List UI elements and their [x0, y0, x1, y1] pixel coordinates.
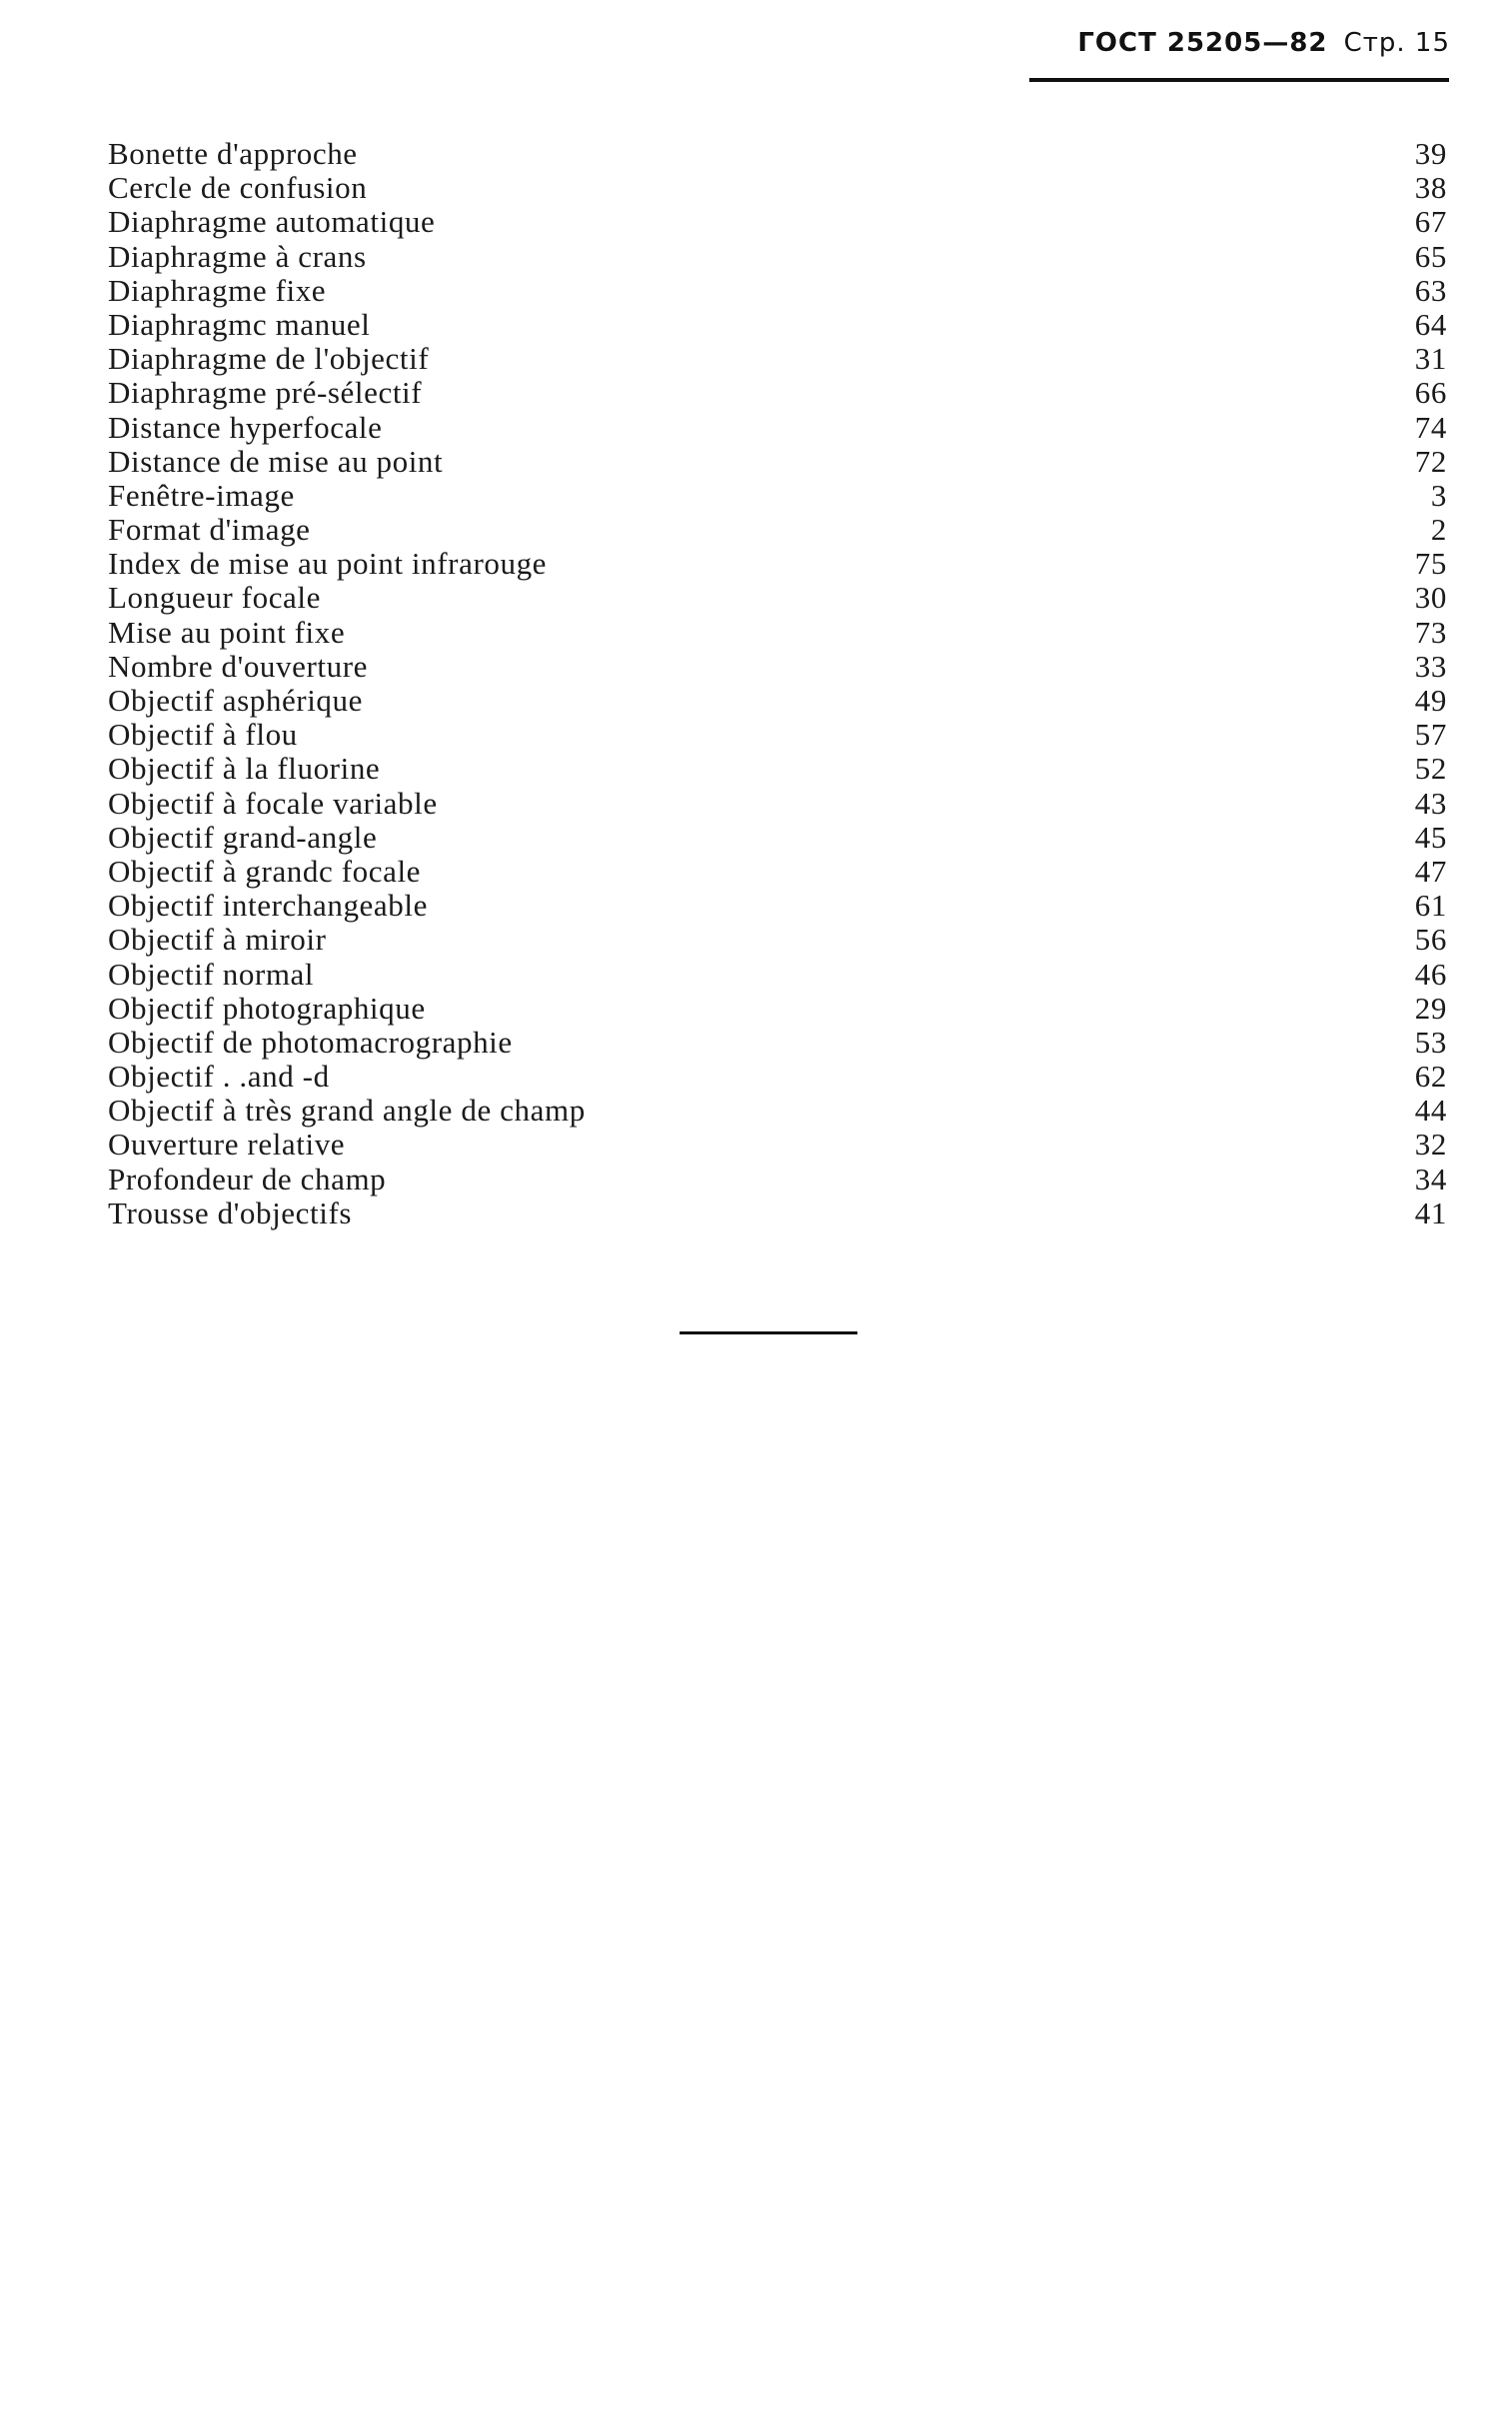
index-term: Objectif à la fluorine: [108, 751, 381, 787]
index-entry: [108, 958, 1447, 992]
index-number: 2: [1430, 512, 1447, 548]
index-entry: [108, 718, 1447, 752]
index-term: Objectif . .and -d: [108, 1059, 330, 1095]
index-number: 33: [1414, 648, 1447, 684]
index-term: Diaphragme à crans: [108, 238, 367, 274]
index-entry: [108, 1197, 1447, 1230]
index-entry: [108, 992, 1447, 1026]
index-number: 63: [1414, 272, 1447, 308]
index-number: 74: [1414, 409, 1447, 445]
index-number: 46: [1414, 956, 1447, 992]
index-number: 30: [1414, 580, 1447, 616]
index-number: 66: [1414, 375, 1447, 411]
index-term: Objectif grand-angle: [108, 819, 378, 855]
index-term: Format d'image: [108, 512, 311, 548]
page-number: Стр. 15: [1343, 28, 1450, 58]
index-entry: [108, 855, 1447, 889]
index-entry: [108, 240, 1447, 274]
index-entry: [108, 445, 1447, 479]
index-number: 34: [1414, 1161, 1447, 1197]
index-number: 57: [1414, 717, 1447, 753]
index-term: Nombre d'ouverture: [108, 648, 368, 684]
index-number: 47: [1414, 853, 1447, 889]
index-number: 75: [1414, 546, 1447, 582]
index-term: Diaphragmс manuel: [108, 306, 371, 342]
index-number: 62: [1414, 1059, 1447, 1095]
index-entry: [108, 1163, 1447, 1197]
index-entry: [108, 1094, 1447, 1128]
index-entry: [108, 787, 1447, 821]
index-entry: [108, 616, 1447, 650]
index-entry: [108, 581, 1447, 615]
header-divider: [1029, 78, 1449, 82]
index-term: Diaphragme de l'objectif: [108, 341, 430, 377]
index-term: Objectif de photomacrographie: [108, 1024, 513, 1060]
index-term: Mise au point fixe: [108, 614, 346, 650]
page-header: [1077, 28, 1450, 58]
index-number: 64: [1414, 306, 1447, 342]
index-term: Objectif à très grand angle de champ: [108, 1093, 586, 1129]
index-number: 3: [1430, 477, 1447, 513]
index-term: Objectif à grandс focale: [108, 853, 422, 889]
index-term: Profondeur de champ: [108, 1161, 387, 1197]
index-entry: [108, 547, 1447, 581]
index-number: 45: [1414, 819, 1447, 855]
index-entry: [108, 479, 1447, 513]
index-number: 29: [1414, 990, 1447, 1026]
index-number: 32: [1414, 1127, 1447, 1163]
index-entry: [108, 650, 1447, 684]
index-entry: [108, 171, 1447, 205]
index-number: 41: [1414, 1195, 1447, 1230]
index-number: 56: [1414, 922, 1447, 958]
index-term: Distance hyperfocale: [108, 409, 383, 445]
index-number: 31: [1414, 341, 1447, 377]
index-entry: [108, 411, 1447, 445]
index-term: Fenêtre-image: [108, 477, 295, 513]
index-term: Ouverture relative: [108, 1127, 346, 1163]
end-divider: [680, 1331, 857, 1334]
index-term: Distance de mise au point: [108, 443, 444, 479]
index-term: Objectif interchangeable: [108, 888, 428, 924]
index-number: 52: [1414, 751, 1447, 787]
index-term: Objectif normal: [108, 956, 315, 992]
index-term: Longueur focale: [108, 580, 321, 616]
index-entry: [108, 821, 1447, 855]
index-entry: [108, 1026, 1447, 1060]
index-number: 44: [1414, 1093, 1447, 1129]
index-number: 73: [1414, 614, 1447, 650]
index-entry: [108, 889, 1447, 923]
index-number: 43: [1414, 785, 1447, 821]
index-entry: [108, 376, 1447, 410]
index-entry: [108, 923, 1447, 957]
index-term: Trousse d'objectifs: [108, 1195, 353, 1230]
index-entry: [108, 342, 1447, 376]
document-title: ГОСТ 25205—82: [1077, 28, 1328, 58]
index-entry: [108, 513, 1447, 547]
index-entry: [108, 308, 1447, 342]
index-number: 38: [1414, 170, 1447, 206]
index-entry: [108, 205, 1447, 239]
index-entry: [108, 1128, 1447, 1162]
index-term: Diaphragme fixe: [108, 272, 327, 308]
index-term: Objectif asphérique: [108, 683, 363, 718]
index-term: Objectif photographique: [108, 990, 426, 1026]
index-term: Objectif à flou: [108, 717, 298, 753]
index-entry: [108, 1060, 1447, 1094]
index-term: Objectif à miroir: [108, 922, 327, 958]
index-number: 65: [1414, 238, 1447, 274]
index-number: 53: [1414, 1024, 1447, 1060]
alphabetical-index: [108, 137, 1447, 1230]
index-entry: [108, 137, 1447, 171]
index-term: Cercle de confusion: [108, 170, 368, 206]
index-term: Bonette d'approche: [108, 136, 358, 171]
index-entry: [108, 752, 1447, 786]
index-number: 61: [1414, 888, 1447, 924]
index-number: 39: [1414, 136, 1447, 171]
index-number: 72: [1414, 443, 1447, 479]
index-term: Diaphragme pré-sélectif: [108, 375, 423, 411]
index-term: Objectif à focale variable: [108, 785, 438, 821]
index-term: Diaphragme automatique: [108, 204, 436, 240]
index-number: 49: [1414, 683, 1447, 718]
index-term: Index de mise au point infrarouge: [108, 546, 548, 582]
index-number: 67: [1414, 204, 1447, 240]
index-entry: [108, 274, 1447, 308]
index-entry: [108, 684, 1447, 718]
